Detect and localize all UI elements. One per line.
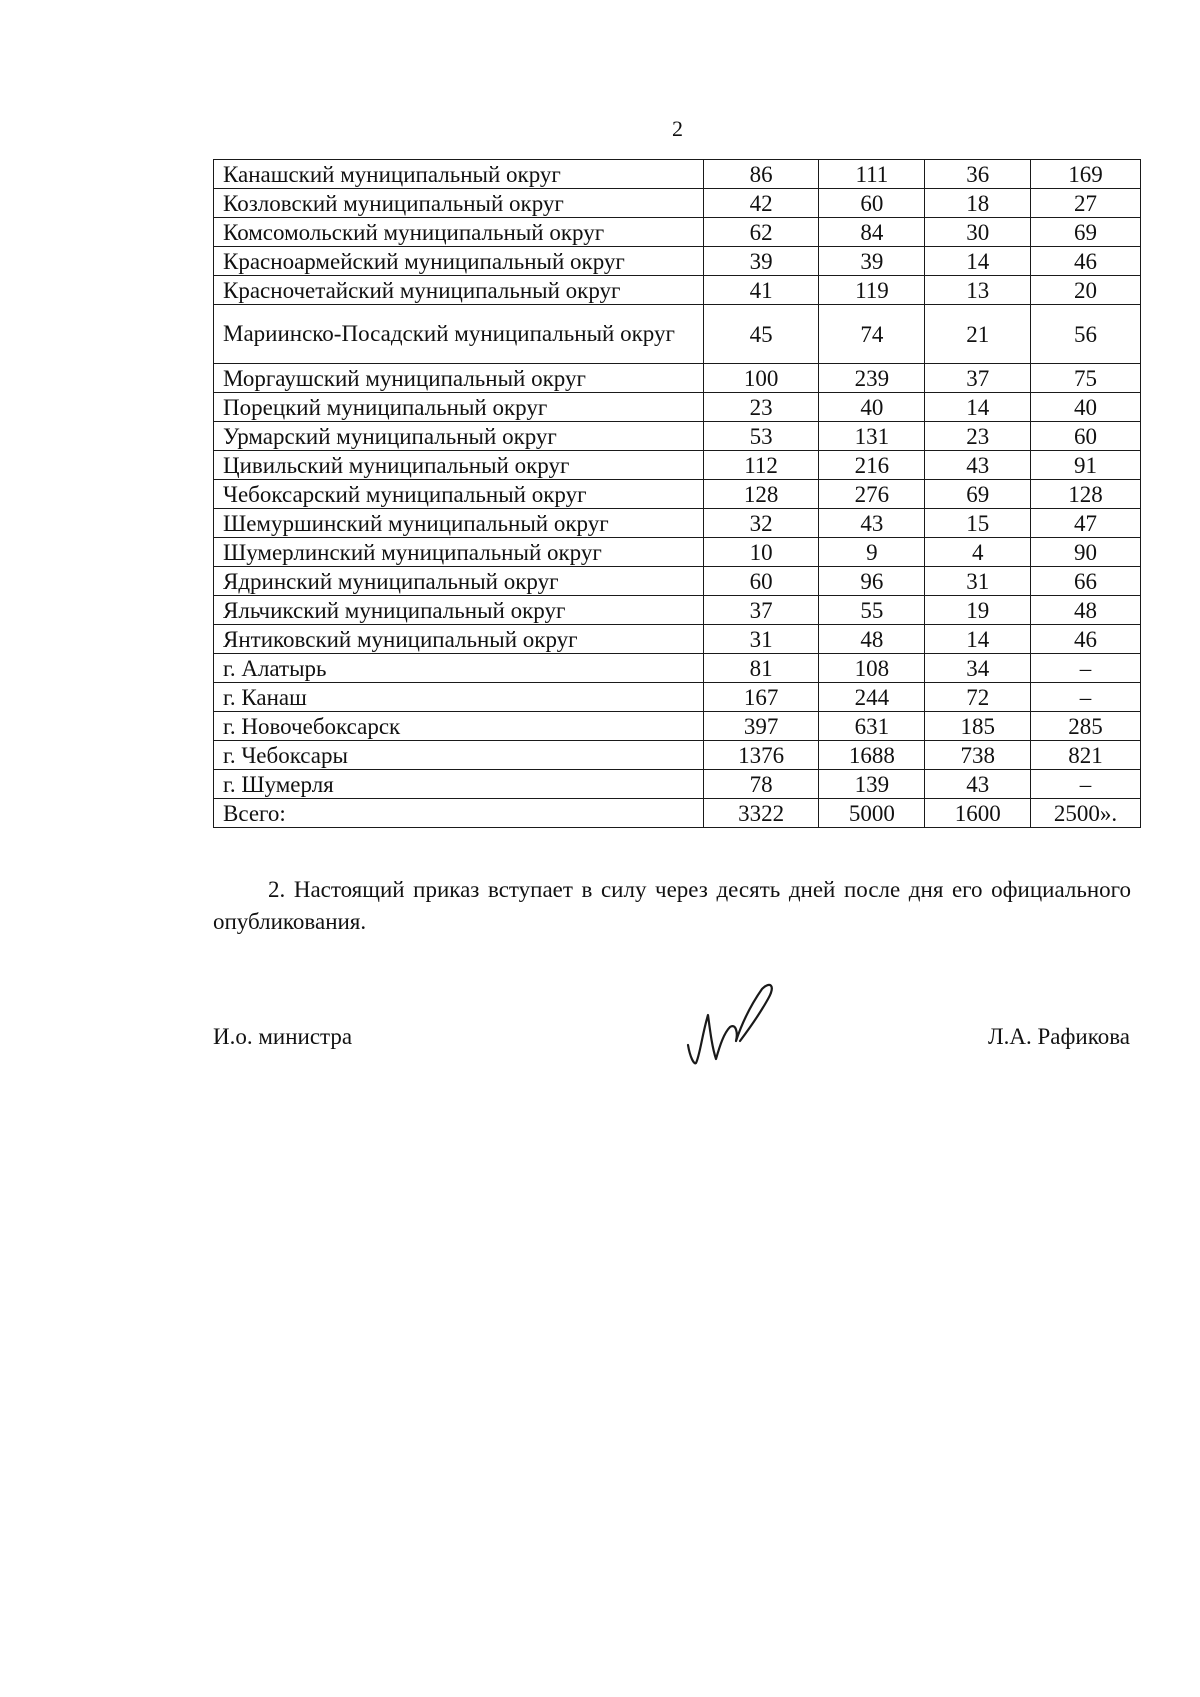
value-cell-c: 738 [925, 741, 1031, 770]
value-cell-c: 36 [925, 160, 1031, 189]
signatory-role: И.о. министра [213, 1024, 353, 1049]
value-cell-a: 86 [703, 160, 819, 189]
value-cell-a: 1376 [703, 741, 819, 770]
value-cell-d: 46 [1031, 625, 1141, 654]
table-row [214, 480, 1141, 509]
value-cell-b: 131 [819, 422, 925, 451]
district-name-cell: Красноармейский муниципальный округ [214, 247, 704, 276]
table-row [214, 305, 1141, 364]
page-number: 2 [672, 116, 683, 141]
value-cell-c: 14 [925, 625, 1031, 654]
value-cell-c: 23 [925, 422, 1031, 451]
value-cell-d: 821 [1031, 741, 1141, 770]
district-name-cell: Янтиковский муниципальный округ [214, 625, 704, 654]
table-row [214, 189, 1141, 218]
value-cell-c: 34 [925, 654, 1031, 683]
value-cell-d: 128 [1031, 480, 1141, 509]
district-name-cell: Порецкий муниципальный округ [214, 393, 704, 422]
value-cell-c: 37 [925, 364, 1031, 393]
value-cell-a: 41 [703, 276, 819, 305]
value-cell-a: 37 [703, 596, 819, 625]
value-cell-d: 285 [1031, 712, 1141, 741]
table-row [214, 422, 1141, 451]
value-cell-b: 60 [819, 189, 925, 218]
value-cell-a: 397 [703, 712, 819, 741]
value-cell-b: 43 [819, 509, 925, 538]
signatory-name: Л.А. Рафикова [988, 1024, 1130, 1049]
value-cell-b: 139 [819, 770, 925, 799]
value-cell-d: – [1031, 683, 1141, 712]
table-row [214, 393, 1141, 422]
table-row [214, 451, 1141, 480]
table-row [214, 741, 1141, 770]
district-name-cell: г. Новочебоксарск [214, 712, 704, 741]
district-name-cell: г. Чебоксары [214, 741, 704, 770]
value-cell-d: 47 [1031, 509, 1141, 538]
value-cell-d: – [1031, 770, 1141, 799]
district-table [213, 159, 1141, 828]
value-cell-c: 1600 [925, 799, 1031, 828]
district-name-cell: Мариинско-Посадский муниципальный округ [214, 305, 704, 364]
value-cell-c: 14 [925, 393, 1031, 422]
handwritten-signature [680, 975, 790, 1075]
value-cell-a: 32 [703, 509, 819, 538]
value-cell-c: 4 [925, 538, 1031, 567]
value-cell-d: 2500». [1031, 799, 1141, 828]
value-cell-a: 78 [703, 770, 819, 799]
table-row [214, 625, 1141, 654]
value-cell-b: 96 [819, 567, 925, 596]
table-row [214, 567, 1141, 596]
district-name-cell: Всего: [214, 799, 704, 828]
table-row [214, 654, 1141, 683]
value-cell-d: 90 [1031, 538, 1141, 567]
table-row [214, 276, 1141, 305]
value-cell-a: 167 [703, 683, 819, 712]
table-row [214, 218, 1141, 247]
district-name-cell: Урмарский муниципальный округ [214, 422, 704, 451]
value-cell-a: 39 [703, 247, 819, 276]
value-cell-d: 75 [1031, 364, 1141, 393]
district-name-cell: Моргаушский муниципальный округ [214, 364, 704, 393]
value-cell-d: 56 [1031, 305, 1141, 364]
value-cell-b: 108 [819, 654, 925, 683]
value-cell-c: 13 [925, 276, 1031, 305]
value-cell-c: 30 [925, 218, 1031, 247]
value-cell-d: 69 [1031, 218, 1141, 247]
district-name-cell: Ядринский муниципальный округ [214, 567, 704, 596]
value-cell-a: 112 [703, 451, 819, 480]
value-cell-d: 27 [1031, 189, 1141, 218]
value-cell-d: 48 [1031, 596, 1141, 625]
table-row [214, 799, 1141, 828]
value-cell-c: 43 [925, 770, 1031, 799]
value-cell-b: 1688 [819, 741, 925, 770]
value-cell-a: 53 [703, 422, 819, 451]
value-cell-c: 21 [925, 305, 1031, 364]
value-cell-a: 42 [703, 189, 819, 218]
value-cell-b: 239 [819, 364, 925, 393]
table-row [214, 364, 1141, 393]
value-cell-c: 19 [925, 596, 1031, 625]
table-row [214, 596, 1141, 625]
value-cell-a: 10 [703, 538, 819, 567]
value-cell-d: 46 [1031, 247, 1141, 276]
table-row [214, 538, 1141, 567]
district-name-cell: Цивильский муниципальный округ [214, 451, 704, 480]
table-row [214, 683, 1141, 712]
value-cell-b: 84 [819, 218, 925, 247]
clause-paragraph: 2. Настоящий приказ вступает в силу через десять дней после дня его официального опубликования. [213, 877, 1131, 934]
value-cell-b: 119 [819, 276, 925, 305]
value-cell-a: 62 [703, 218, 819, 247]
value-cell-b: 631 [819, 712, 925, 741]
value-cell-d: 66 [1031, 567, 1141, 596]
value-cell-c: 18 [925, 189, 1031, 218]
value-cell-b: 276 [819, 480, 925, 509]
value-cell-a: 45 [703, 305, 819, 364]
district-name-cell: Канашский муниципальный округ [214, 160, 704, 189]
value-cell-b: 40 [819, 393, 925, 422]
table-row [214, 712, 1141, 741]
value-cell-b: 55 [819, 596, 925, 625]
value-cell-d: 169 [1031, 160, 1141, 189]
value-cell-a: 3322 [703, 799, 819, 828]
district-name-cell: Комсомольский муниципальный округ [214, 218, 704, 247]
value-cell-b: 5000 [819, 799, 925, 828]
district-name-cell: Яльчикский муниципальный округ [214, 596, 704, 625]
value-cell-d: – [1031, 654, 1141, 683]
value-cell-b: 111 [819, 160, 925, 189]
table-row [214, 509, 1141, 538]
value-cell-a: 100 [703, 364, 819, 393]
value-cell-c: 43 [925, 451, 1031, 480]
district-name-cell: г. Канаш [214, 683, 704, 712]
value-cell-a: 60 [703, 567, 819, 596]
district-name-cell: Красночетайский муниципальный округ [214, 276, 704, 305]
value-cell-b: 244 [819, 683, 925, 712]
district-name-cell: г. Шумерля [214, 770, 704, 799]
value-cell-b: 48 [819, 625, 925, 654]
value-cell-a: 31 [703, 625, 819, 654]
value-cell-a: 81 [703, 654, 819, 683]
value-cell-c: 14 [925, 247, 1031, 276]
table-body [214, 160, 1141, 828]
district-name-cell: Чебоксарский муниципальный округ [214, 480, 704, 509]
value-cell-c: 185 [925, 712, 1031, 741]
table-row [214, 247, 1141, 276]
value-cell-b: 9 [819, 538, 925, 567]
table-row [214, 770, 1141, 799]
value-cell-d: 20 [1031, 276, 1141, 305]
value-cell-a: 23 [703, 393, 819, 422]
table-row [214, 160, 1141, 189]
district-name-cell: Шемуршинский муниципальный округ [214, 509, 704, 538]
value-cell-d: 91 [1031, 451, 1141, 480]
value-cell-d: 60 [1031, 422, 1141, 451]
value-cell-c: 69 [925, 480, 1031, 509]
value-cell-a: 128 [703, 480, 819, 509]
value-cell-b: 74 [819, 305, 925, 364]
value-cell-c: 31 [925, 567, 1031, 596]
district-name-cell: Козловский муниципальный округ [214, 189, 704, 218]
value-cell-c: 72 [925, 683, 1031, 712]
district-name-cell: Шумерлинский муниципальный округ [214, 538, 704, 567]
value-cell-c: 15 [925, 509, 1031, 538]
district-name-cell: г. Алатырь [214, 654, 704, 683]
value-cell-b: 39 [819, 247, 925, 276]
value-cell-d: 40 [1031, 393, 1141, 422]
value-cell-b: 216 [819, 451, 925, 480]
